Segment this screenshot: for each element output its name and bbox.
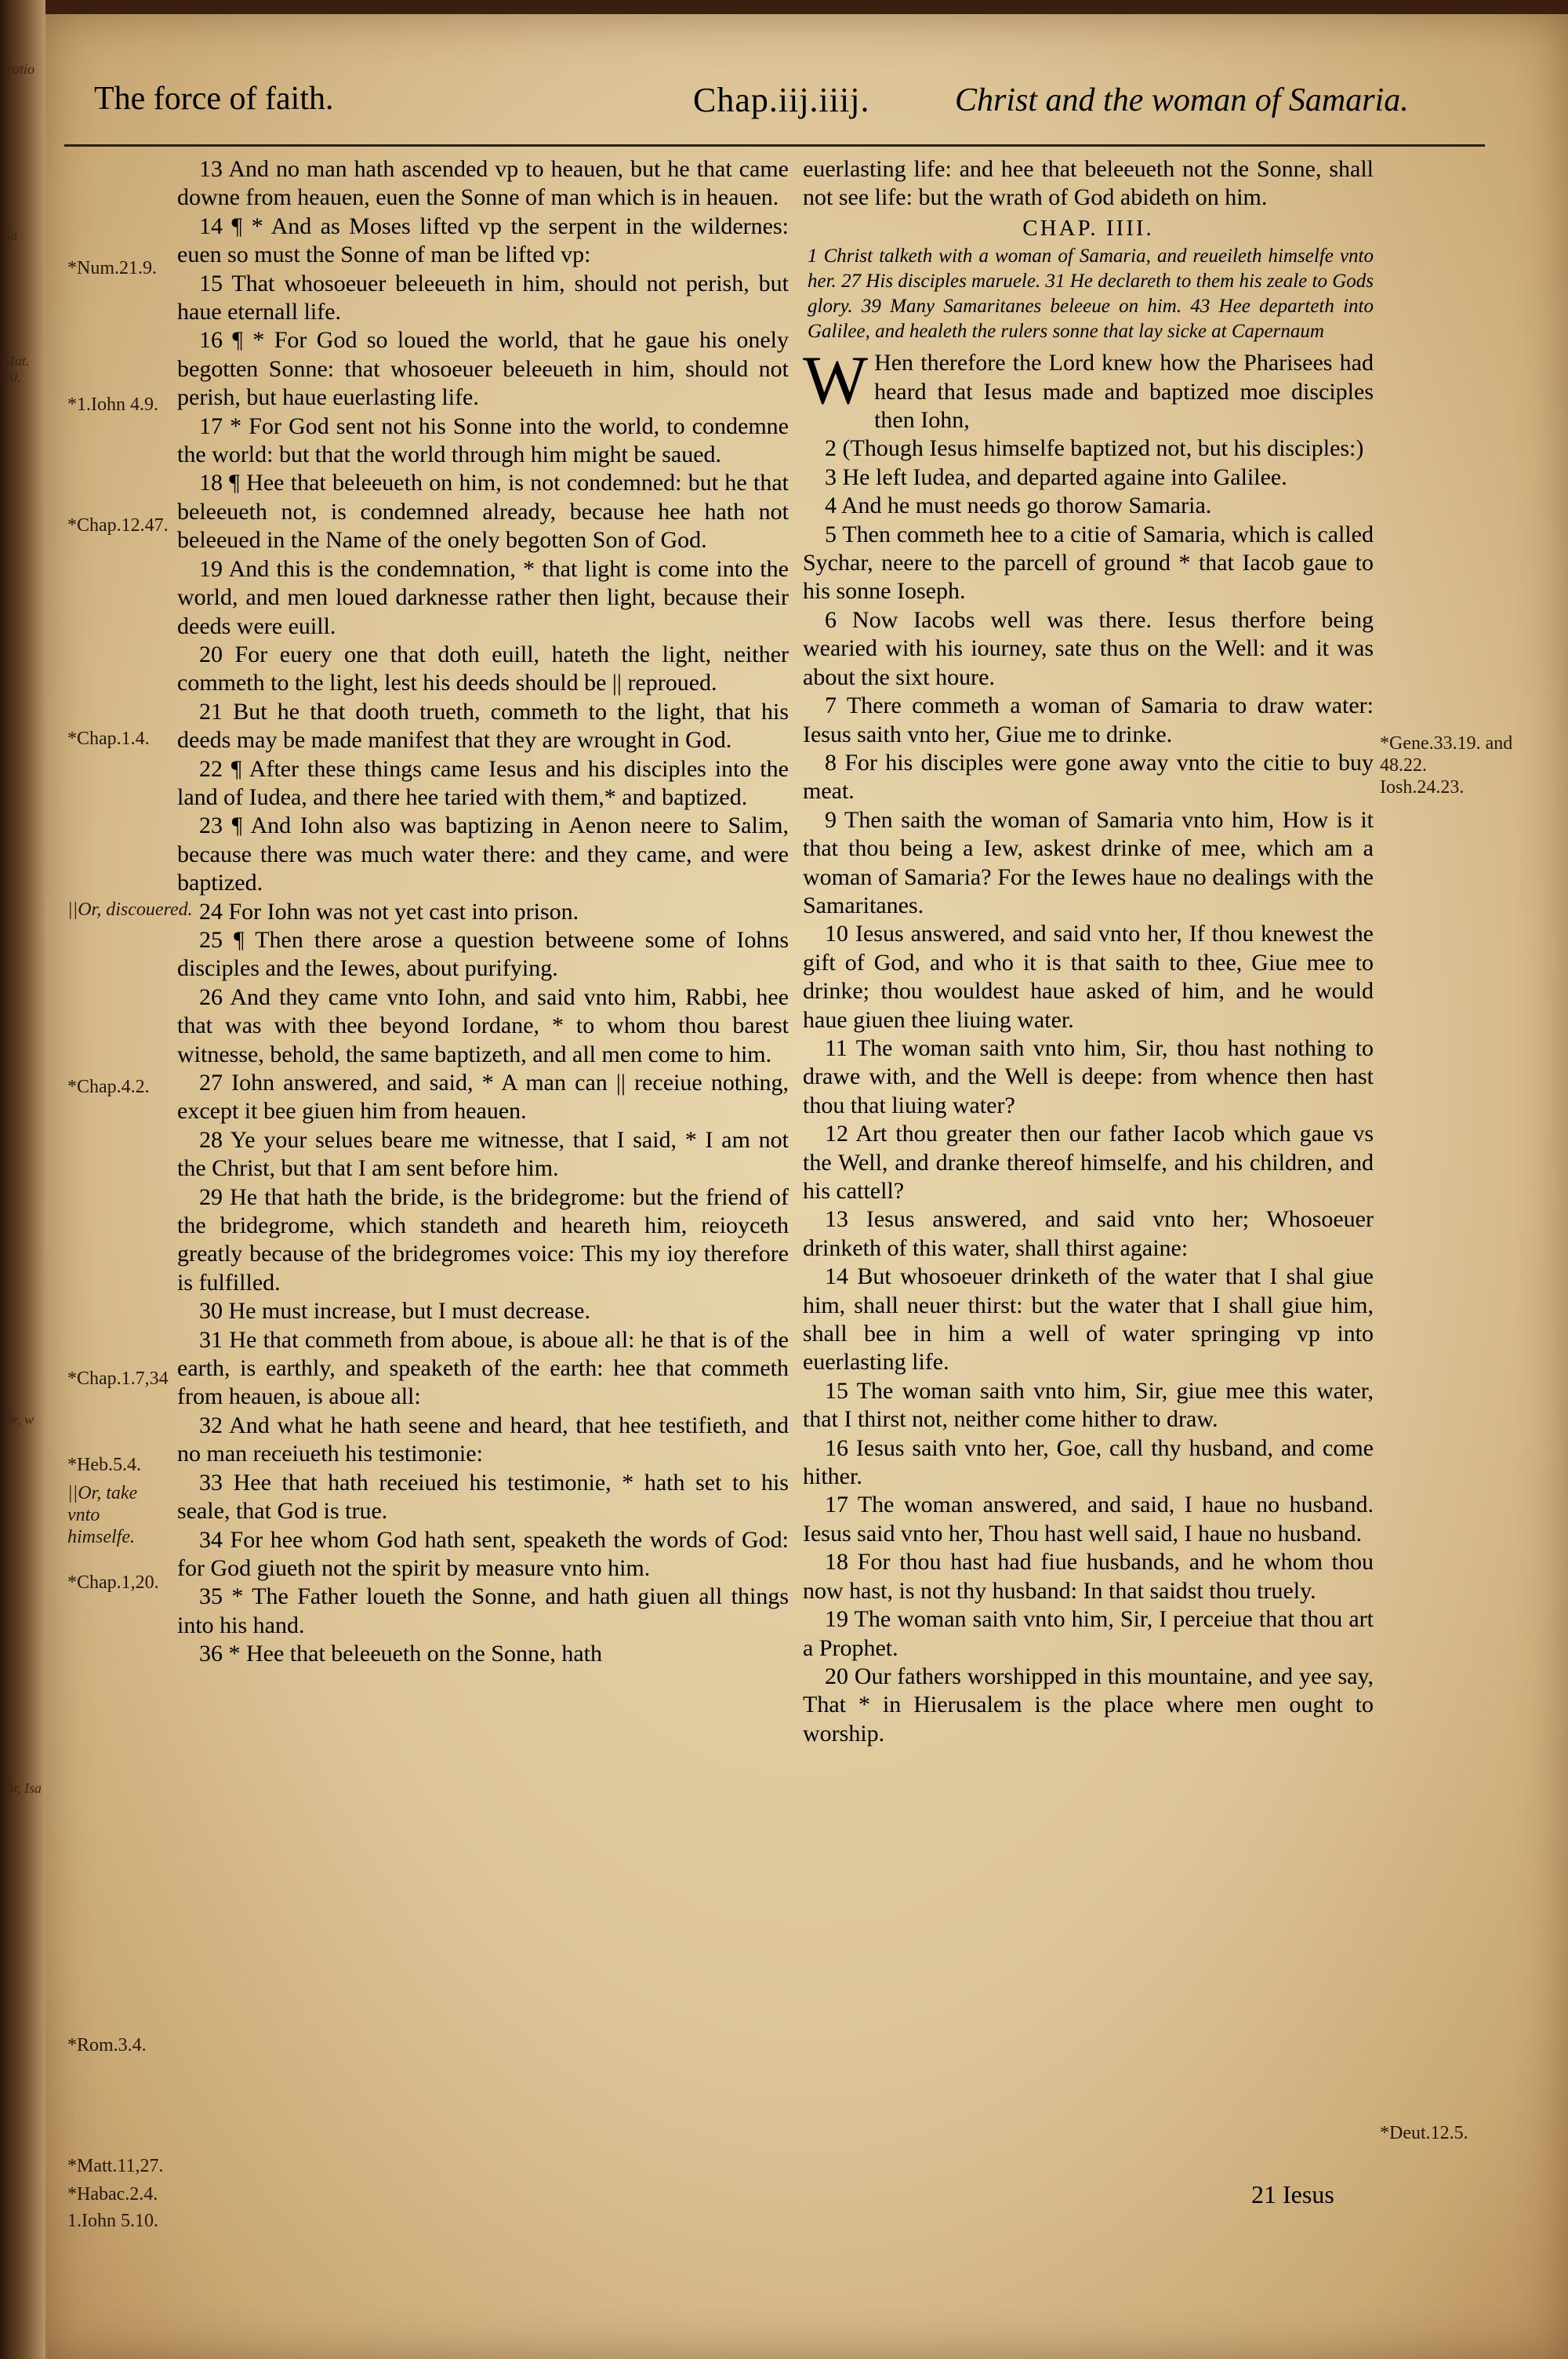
verse: 14 But whosoeuer drinketh of the water that I shal giue him, shall neuer thirst: but the water that I shall giue him, shall bee in him a well of water springing vp into euerlasting life.	[803, 1263, 1374, 1376]
verse: 4 And he must needs go thorow Samaria.	[825, 493, 1212, 519]
margin-note: 1.Iohn 5.10.	[67, 2211, 158, 2231]
verse: 11 The woman saith vnto him, Sir, thou hast nothing to drawe with, and the Well is deepe: from whence then hast thou that liuing water?	[803, 1034, 1374, 1118]
verse: 35 * The Father loueth the Sonne, and hath giuen all things into his hand.	[177, 1583, 789, 1638]
page-gutter	[0, 0, 45, 2359]
verse: 18 ¶ Hee that beleeueth on him, is not condemned: but he that beleeueth not, is condemned already, because hee hath not beleeued in the Name of the onely begotten Son of God.	[177, 470, 789, 554]
margin-note: *Heb.5.4.	[67, 1455, 141, 1475]
verse: 32 And what he hath seene and heard, that hee testifieth, and no man receiueth his testimonie:	[177, 1412, 789, 1467]
margin-note: *Num.21.9.	[67, 258, 157, 278]
verse: 5 Then commeth hee to a citie of Samaria, which is called Sychar, neere to the parcell of ground * that Iacob gaue to his sonne Ioseph.	[803, 521, 1374, 605]
verse: 20 For euery one that doth euill, hateth the light, neither commeth to the light, lest his deeds should be || reproued.	[177, 641, 789, 696]
verse: 33 Hee that hath receiued his testimonie, * hath set to his seale, that God is true.	[177, 1469, 789, 1525]
verse: 25 ¶ Then there arose a question betweene some of Iohns disciples and the Iewes, about purifying.	[177, 926, 789, 982]
verse: 23 ¶ And Iohn also was baptizing in Aenon neere to Salim, because there was much water there: and they came, and were baptized.	[177, 812, 789, 896]
header-right-title: Christ and the woman of Samaria.	[955, 82, 1409, 118]
running-header	[47, 72, 1474, 140]
verse: 14 ¶ * And as Moses lifted vp the serpent in the wildernes: euen so must the Sonne of man be lifted vp:	[177, 213, 789, 268]
margin-note: *Gene.33.19. and 48.22. Iosh.24.23.	[1380, 733, 1513, 798]
verse-continuation: euerlasting life: and hee that beleeueth not the Sonne, shall not see life: but the wrath of God abideth on him.	[803, 156, 1374, 211]
margin-note: *Matt.11,27.	[67, 2156, 164, 2176]
verse: 29 He that hath the bride, is the bridegrome: but the friend of the bridegrome, which standeth and heareth him, reioyceth greatly because of the bridegromes voice: This my ioy therefore is fulfilled.	[177, 1183, 789, 1296]
margin-note: *Habac.2.4.	[67, 2184, 158, 2205]
verse: 16 ¶ * For God so loued the world, that he gaue his onely begotten Sonne: that whosoeuer beleeueth in him, should not perish, but haue euerlasting life.	[177, 327, 789, 411]
margin-note: ||Or, take vnto himselfe.	[67, 1483, 138, 1547]
verse: 2 (Though Iesus himselfe baptized not, but his disciples:)	[825, 435, 1364, 462]
verse: 12 Art thou greater then our father Iacob which gaue vs the Well, and dranke thereof himselfe, and his children, and his cattell?	[803, 1121, 1374, 1204]
catchword: 21 Iesus	[1251, 2180, 1334, 2208]
header-chapter: Chap.iij.iiij.	[693, 81, 870, 119]
verse: 26 And they came vnto Iohn, and said vnto him, Rabbi, hee that was with thee beyond Iordane, * to whom thou barest witnesse, behold, the same baptizeth, and all men come to him.	[177, 983, 789, 1067]
verse: 7 There commeth a woman of Samaria to draw water: Iesus saith vnto her, Giue me to drinke.	[803, 692, 1374, 747]
gutter-fragment: Or, w	[3, 1412, 34, 1427]
verse: 31 He that commeth from aboue, is aboue all: he that is of the earth, is earthly, and speaketh of the earth: hee that commeth from heauen, is aboue all:	[177, 1326, 789, 1410]
verse-text: Hen therefore the Lord knew how the Pharisees had heard that Iesus made and baptized moe disciples then Iohn,	[874, 350, 1374, 434]
right-text-column	[803, 155, 1374, 1748]
gutter-fragment: Mat. 10.	[3, 353, 30, 385]
verse: 17 * For God sent not his Sonne into the world, to condemne the world: but that the world through him might be saued.	[177, 413, 789, 468]
verse: 19 The woman saith vnto him, Sir, I perceiue that thou art a Prophet.	[803, 1606, 1374, 1661]
verse: 9 Then saith the woman of Samaria vnto him, How is it that thou being a Iew, askest drinke of mee, which am a woman of Samaria? For the Iewes haue no dealings with the Samaritanes.	[803, 806, 1374, 918]
margin-note: ||Or, discouered.	[67, 900, 193, 920]
verse: 30 He must increase, but I must decrease.	[199, 1298, 590, 1325]
verse: 22 ¶ After these things came Iesus and his disciples into the land of Iudea, and there hee taried with them,* and baptized.	[177, 755, 789, 810]
verse-first	[803, 343, 1374, 434]
header-rule	[64, 144, 1485, 147]
left-text-column	[177, 155, 789, 1669]
gutter-fragment: Or, Isa	[3, 1780, 42, 1796]
verse: 21 But he that dooth trueth, commeth to the light, that his deeds may be made manifest that they are wrought in God.	[177, 698, 789, 754]
gutter-fragment: Sa	[3, 227, 17, 243]
drop-cap: W	[803, 343, 869, 420]
gutter-fragment: tratio	[3, 61, 35, 77]
verse: 13 Iesus answered, and said vnto her; Whosoeuer drinketh of this water, shall thirst againe:	[803, 1206, 1374, 1261]
verse: 17 The woman answered, and said, I haue no husband. Iesus said vnto her, Thou hast well said, I haue no husband.	[803, 1492, 1374, 1547]
verse: 28 Ye your selues beare me witnesse, that I said, * I am not the Christ, but that I am sent before him.	[177, 1126, 789, 1182]
margin-note: *Chap.1.7,34	[67, 1369, 169, 1389]
verse: 15 That whosoeuer beleeueth in him, should not perish, but haue eternall life.	[177, 270, 789, 325]
header-left-title: The force of faith.	[94, 81, 334, 117]
verse: 19 And this is the condemnation, * that light is come into the world, and men loued darknesse rather then light, because their deeds were euill.	[177, 555, 789, 639]
verse: 24 For Iohn was not yet cast into prison.	[199, 898, 579, 925]
margin-note: *Chap.12.47.	[67, 515, 169, 536]
verse: 10 Iesus answered, and said vnto her, If thou knewest the gift of God, and who it is that saith to thee, Giue mee to drinke; thou wouldest haue asked of him, and he would haue giuen thee liuing water.	[803, 921, 1374, 1033]
verse: 16 Iesus saith vnto her, Goe, call thy husband, and come hither.	[803, 1434, 1374, 1490]
verse: 6 Now Iacobs well was there. Iesus therfore being wearied with his iourney, sate thus on the Well: and it was about the sixt houre.	[803, 606, 1374, 690]
verse: 36 * Hee that beleeueth on the Sonne, hath	[199, 1641, 603, 1667]
verse: 13 And no man hath ascended vp to heauen, but he that came downe from heauen, euen the Sonne of man which is in heauen.	[177, 156, 789, 211]
margin-note: *Rom.3.4.	[67, 2035, 147, 2055]
verse: 34 For hee whom God hath sent, speaketh the words of God: for God giueth not the spirit by measure vnto him.	[177, 1526, 789, 1581]
margin-note: *Chap.1,20.	[67, 1572, 159, 1593]
verse: 3 He left Iudea, and departed againe into Galilee.	[825, 463, 1287, 490]
margin-note: *1.Iohn 4.9.	[67, 394, 158, 415]
margin-note: *Chap.1.4.	[67, 729, 150, 749]
verse: 20 Our fathers worshipped in this mountaine, and yee say, That * in Hierusalem is the place where men ought to worship.	[803, 1663, 1374, 1747]
verse: 18 For thou hast had fiue husbands, and he whom thou now hast, is not thy husband: In that saidst thou truely.	[803, 1549, 1374, 1604]
chapter-heading: CHAP. IIII.	[1022, 215, 1154, 241]
verse: 27 Iohn answered, and said, * A man can || receiue nothing, except it bee giuen him from heauen.	[177, 1070, 789, 1125]
verse: 15 The woman saith vnto him, Sir, giue mee this water, that I thirst not, neither come hither to draw.	[803, 1377, 1374, 1433]
margin-note: *Deut.12.5.	[1380, 2123, 1468, 2143]
margin-note: *Chap.4.2.	[67, 1077, 150, 1097]
chapter-summary: 1 Christ talketh with a woman of Samaria, and reueileth himselfe vnto her. 27 His disciples maruele. 31 He declareth to them his zeale to Gods glory. 39 Many Samaritanes beleeue on him. 43 Hee departeth into Galilee, and healeth the rulers sonne that lay sicke at Capernaum	[808, 245, 1374, 343]
verse: 8 For his disciples were gone away vnto the citie to buy meat.	[803, 749, 1374, 805]
